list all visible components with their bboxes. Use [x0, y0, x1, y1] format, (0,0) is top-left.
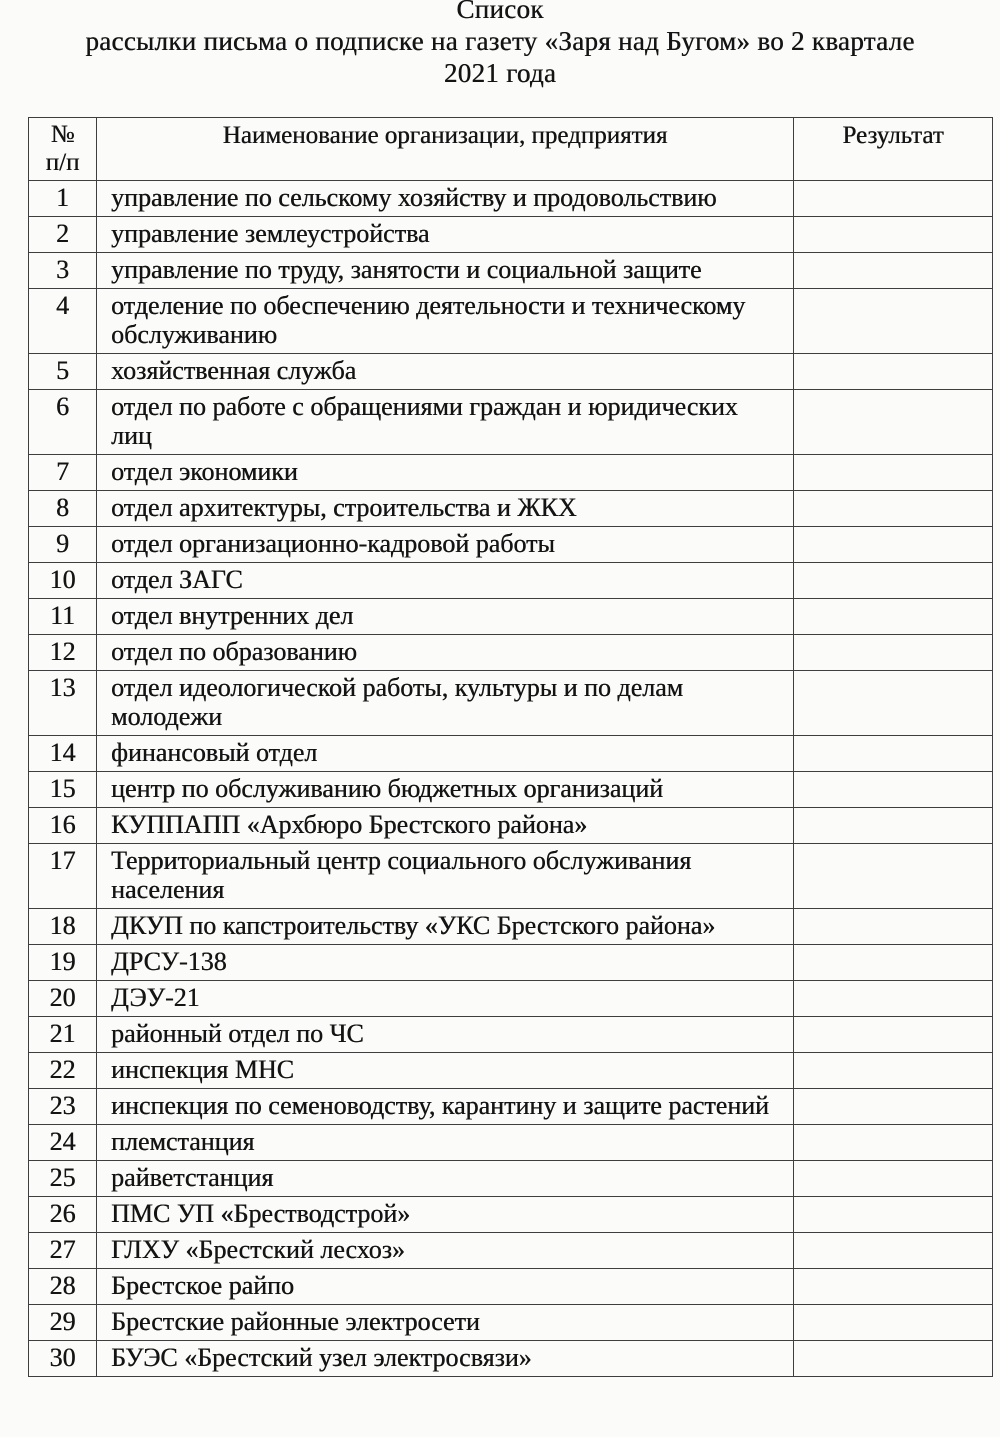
organization-name-cell: племстанция — [97, 1125, 794, 1161]
row-number-cell: 4 — [29, 289, 97, 354]
header-row-number — [29, 118, 97, 181]
result-cell — [794, 354, 993, 390]
organization-name-cell: Брестские районные электросети — [97, 1305, 794, 1341]
row-number-cell: 12 — [29, 635, 97, 671]
result-cell — [794, 1161, 993, 1197]
organization-name-cell: районный отдел по ЧС — [97, 1017, 794, 1053]
row-number-cell: 7 — [29, 455, 97, 491]
organization-name-cell: отдел внутренних дел — [97, 599, 794, 635]
row-number-cell: 18 — [29, 909, 97, 945]
result-cell — [794, 1197, 993, 1233]
table-row — [29, 945, 993, 981]
table-body — [29, 181, 993, 1377]
mailing-list-table — [28, 117, 993, 1377]
table-row — [29, 1161, 993, 1197]
table-row — [29, 253, 993, 289]
table-row — [29, 491, 993, 527]
organization-name-cell: управление по труду, занятости и социальной защите — [97, 253, 794, 289]
row-number-cell: 27 — [29, 1233, 97, 1269]
table-row — [29, 289, 993, 354]
organization-name-cell: БУЭС «Брестский узел электросвязи» — [97, 1341, 794, 1377]
row-number-cell: 21 — [29, 1017, 97, 1053]
row-number-cell: 24 — [29, 1125, 97, 1161]
result-cell — [794, 181, 993, 217]
organization-name-cell: центр по обслуживанию бюджетных организаций — [97, 772, 794, 808]
table-row — [29, 981, 993, 1017]
result-cell — [794, 289, 993, 354]
organization-name-cell: ГЛХУ «Брестский лесхоз» — [97, 1233, 794, 1269]
title-line-2: рассылки письма о подписке на газету «Заря над Бугом» во 2 квартале — [85, 26, 915, 56]
table-row — [29, 1341, 993, 1377]
table-row — [29, 1053, 993, 1089]
result-cell — [794, 599, 993, 635]
result-cell — [794, 217, 993, 253]
result-cell — [794, 253, 993, 289]
organization-name-cell: инспекция по семеноводству, карантину и защите растений — [97, 1089, 794, 1125]
result-cell — [794, 527, 993, 563]
row-number-cell: 15 — [29, 772, 97, 808]
table-header-row — [29, 118, 993, 181]
result-cell — [794, 909, 993, 945]
organization-name-cell: ДЭУ-21 — [97, 981, 794, 1017]
row-number-cell: 8 — [29, 491, 97, 527]
table-row — [29, 527, 993, 563]
organization-name-cell: отдел архитектуры, строительства и ЖКХ — [97, 491, 794, 527]
row-number-cell: 10 — [29, 563, 97, 599]
result-cell — [794, 1017, 993, 1053]
organization-name-cell: отдел экономики — [97, 455, 794, 491]
result-cell — [794, 1269, 993, 1305]
result-cell — [794, 635, 993, 671]
table-row — [29, 909, 993, 945]
row-number-cell: 9 — [29, 527, 97, 563]
organization-name-cell: Брестское райпо — [97, 1269, 794, 1305]
table-row — [29, 563, 993, 599]
title-line-3: 2021 года — [443, 58, 557, 88]
table-row — [29, 455, 993, 491]
row-number-cell: 1 — [29, 181, 97, 217]
table-row — [29, 1089, 993, 1125]
result-cell — [794, 1233, 993, 1269]
organization-name-cell: отдел идеологической работы, культуры и по делам молодежи — [97, 671, 794, 736]
organization-name-cell: отделение по обеспечению деятельности и техническому обслуживанию — [97, 289, 794, 354]
row-number-cell: 20 — [29, 981, 97, 1017]
header-organization: Наименование организации, предприятия — [97, 118, 794, 181]
table-row — [29, 671, 993, 736]
table-row — [29, 217, 993, 253]
table-row — [29, 635, 993, 671]
row-number-cell: 22 — [29, 1053, 97, 1089]
table-row — [29, 772, 993, 808]
result-cell — [794, 1125, 993, 1161]
row-number-cell: 19 — [29, 945, 97, 981]
header-num-abbrev: п/п — [45, 149, 80, 176]
result-cell — [794, 1089, 993, 1125]
table-row — [29, 1197, 993, 1233]
organization-name-cell: отдел по работе с обращениями граждан и юридических лиц — [97, 390, 794, 455]
organization-name-cell: отдел ЗАГС — [97, 563, 794, 599]
result-cell — [794, 1053, 993, 1089]
row-number-cell: 5 — [29, 354, 97, 390]
row-number-cell: 3 — [29, 253, 97, 289]
result-cell — [794, 1305, 993, 1341]
result-cell — [794, 808, 993, 844]
organization-name-cell: КУППАПП «Архбюро Брестского района» — [97, 808, 794, 844]
header-num-symbol: № — [50, 121, 75, 148]
result-cell — [794, 390, 993, 455]
header-result: Результат — [794, 118, 993, 181]
organization-name-cell: отдел организационно-кадровой работы — [97, 527, 794, 563]
table-row — [29, 599, 993, 635]
organization-name-cell: ПМС УП «Брестводстрой» — [97, 1197, 794, 1233]
document-title — [0, 0, 1000, 89]
row-number-cell: 6 — [29, 390, 97, 455]
row-number-cell: 25 — [29, 1161, 97, 1197]
row-number-cell: 2 — [29, 217, 97, 253]
organization-name-cell: райветстанция — [97, 1161, 794, 1197]
row-number-cell: 30 — [29, 1341, 97, 1377]
result-cell — [794, 671, 993, 736]
result-cell — [794, 1341, 993, 1377]
result-cell — [794, 945, 993, 981]
result-cell — [794, 772, 993, 808]
row-number-cell: 13 — [29, 671, 97, 736]
title-line-1: Список — [456, 0, 544, 24]
table-row — [29, 1233, 993, 1269]
organization-name-cell: ДРСУ-138 — [97, 945, 794, 981]
organization-name-cell: хозяйственная служба — [97, 354, 794, 390]
result-cell — [794, 455, 993, 491]
organization-name-cell: инспекция МНС — [97, 1053, 794, 1089]
row-number-cell: 26 — [29, 1197, 97, 1233]
table-row — [29, 1269, 993, 1305]
table-row — [29, 181, 993, 217]
result-cell — [794, 981, 993, 1017]
row-number-cell: 28 — [29, 1269, 97, 1305]
table-row — [29, 844, 993, 909]
organization-name-cell: Территориальный центр социального обслуживания населения — [97, 844, 794, 909]
table-row — [29, 736, 993, 772]
table-row — [29, 1305, 993, 1341]
table-row — [29, 808, 993, 844]
result-cell — [794, 563, 993, 599]
row-number-cell: 16 — [29, 808, 97, 844]
row-number-cell: 11 — [29, 599, 97, 635]
table-row — [29, 1017, 993, 1053]
organization-name-cell: отдел по образованию — [97, 635, 794, 671]
result-cell — [794, 844, 993, 909]
organization-name-cell: управление землеустройства — [97, 217, 794, 253]
row-number-cell: 29 — [29, 1305, 97, 1341]
result-cell — [794, 736, 993, 772]
organization-name-cell: финансовый отдел — [97, 736, 794, 772]
result-cell — [794, 491, 993, 527]
table-row — [29, 354, 993, 390]
row-number-cell: 14 — [29, 736, 97, 772]
row-number-cell: 23 — [29, 1089, 97, 1125]
table-row — [29, 1125, 993, 1161]
organization-name-cell: ДКУП по капстроительству «УКС Брестского района» — [97, 909, 794, 945]
table-row — [29, 390, 993, 455]
organization-name-cell: управление по сельскому хозяйству и продовольствию — [97, 181, 794, 217]
row-number-cell: 17 — [29, 844, 97, 909]
